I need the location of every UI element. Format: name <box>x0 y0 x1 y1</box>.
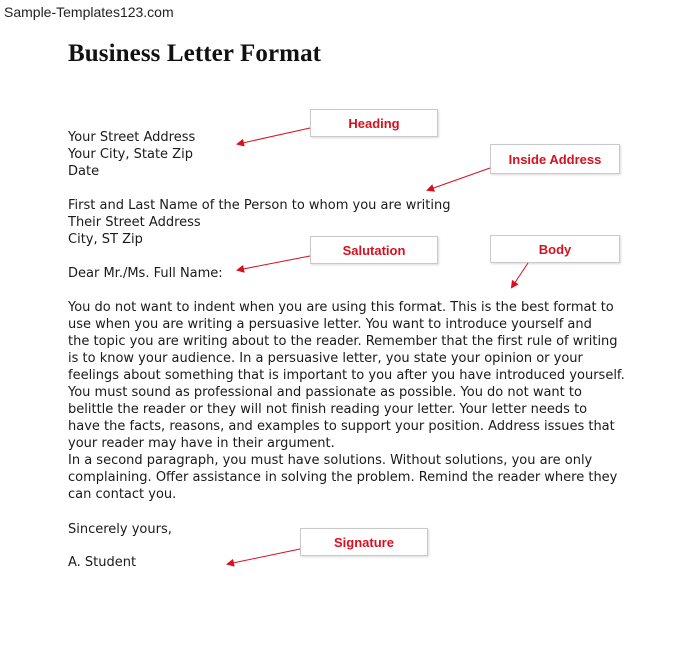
body-line: belittle the reader or they will not finish reading your letter. Your letter needs to <box>68 402 588 417</box>
heading-date: Date <box>68 164 100 179</box>
callout-salutation: Salutation <box>310 236 438 264</box>
page-title: Business Letter Format <box>68 40 322 67</box>
callout-heading: Heading <box>310 109 438 137</box>
site-watermark: Sample-Templates123.com <box>4 4 174 20</box>
closing: Sincerely yours, <box>68 522 172 537</box>
body-line: You do not want to indent when you are using this format. This is the best format to <box>68 300 614 315</box>
body-line: complaining. Offer assistance in solving the problem. Remind the reader where they <box>68 470 618 485</box>
salutation: Dear Mr./Ms. Full Name: <box>68 266 223 281</box>
callout-signature: Signature <box>300 528 428 556</box>
arrow-body <box>512 263 528 287</box>
arrow-heading <box>238 128 310 144</box>
body-line: the topic you are writing about to the reader. Remember that the first rule of writing <box>68 334 618 349</box>
arrow-salutation <box>238 256 310 270</box>
body-line: use when you are writing a persuasive letter. You want to introduce yourself and <box>68 317 592 332</box>
body-line: In a second paragraph, you must have solutions. Without solutions, you are only <box>68 453 593 468</box>
arrow-inside-address <box>428 168 490 190</box>
body-line: have the facts, reasons, and examples to support your position. Address issues that <box>68 419 615 434</box>
arrow-signature <box>228 549 300 564</box>
callout-inside-address: Inside Address <box>490 144 620 174</box>
inside-address-city: City, ST Zip <box>68 232 143 247</box>
body-line: can contact you. <box>68 487 177 502</box>
body-line: You must sound as professional and passionate as possible. You do not want to <box>68 385 582 400</box>
body-line: is to know your audience. In a persuasive letter, you state your opinion or your <box>68 351 583 366</box>
signature: A. Student <box>68 555 137 570</box>
heading-street: Your Street Address <box>68 130 196 145</box>
body-line: your reader may have in their argument. <box>68 436 335 451</box>
body-line: feelings about something that is important to you after you have introduced yourself. <box>68 368 625 383</box>
heading-city-state-zip: Your City, State Zip <box>68 147 193 162</box>
inside-address-name: First and Last Name of the Person to whom you are writing <box>68 198 451 213</box>
inside-address-street: Their Street Address <box>68 215 201 230</box>
callout-body: Body <box>490 235 620 263</box>
